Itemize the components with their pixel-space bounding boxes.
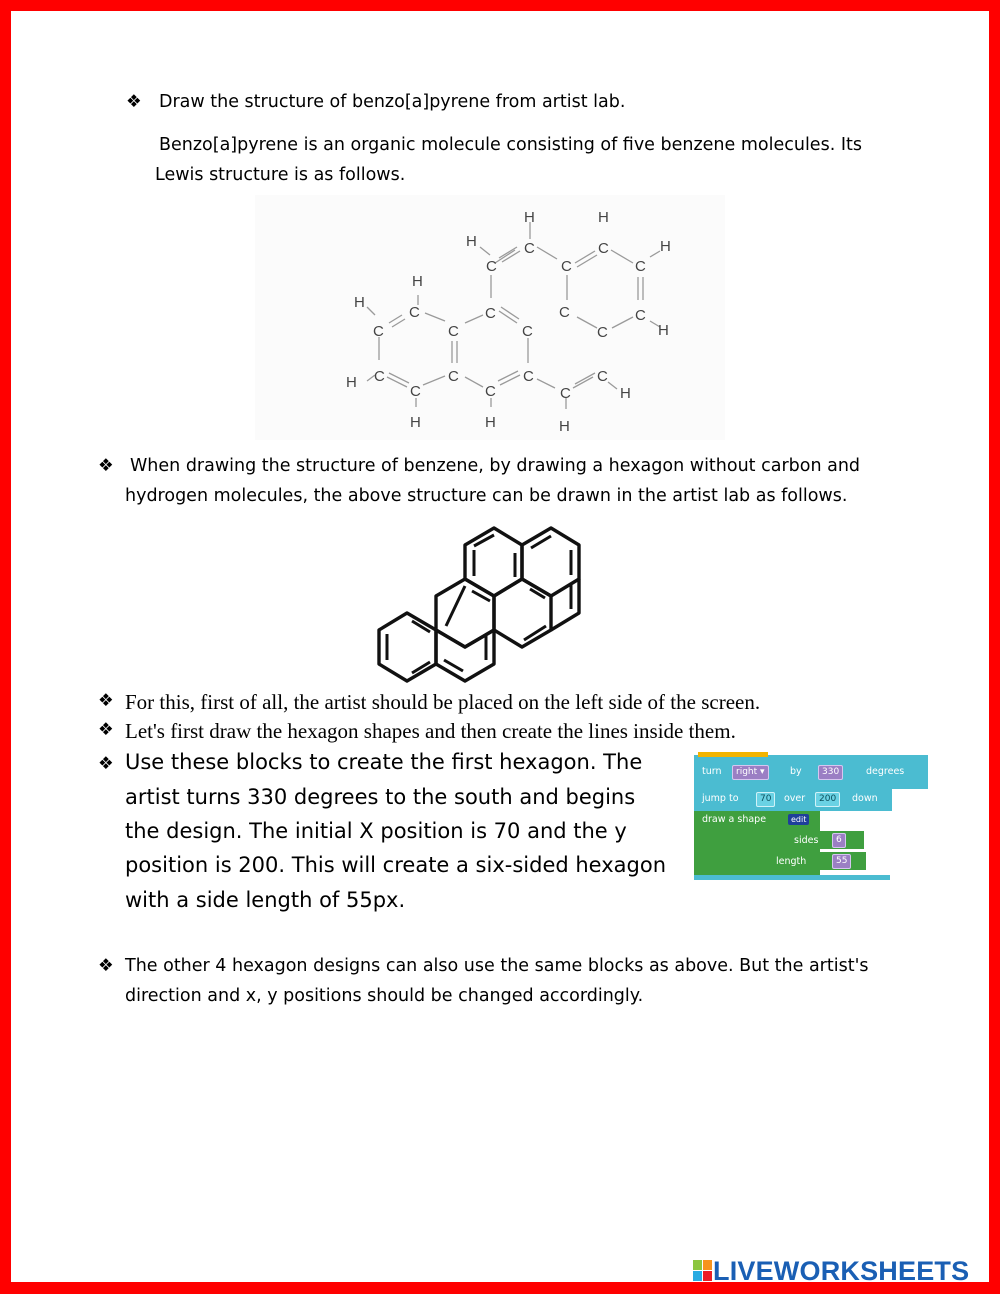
inner-double-bonds: [387, 535, 571, 673]
over-label: over: [784, 793, 806, 804]
instruction-other-hexagons-line1: The other 4 hexagon designs can also use the same blocks as above. But the artist's: [125, 956, 869, 976]
atom-c: C: [635, 307, 646, 324]
length-value: 55: [832, 854, 851, 869]
atom-h: H: [354, 294, 365, 311]
bullet-icon: ❖: [126, 92, 142, 112]
atom-c: C: [485, 383, 496, 400]
x-value: 70: [756, 792, 775, 807]
turn-block: [694, 755, 928, 789]
intro-text-line2: Lewis structure is as follows.: [155, 165, 406, 185]
atom-c: C: [561, 258, 572, 275]
atom-h: H: [559, 418, 570, 435]
block-explanation-line5: with a side length of 55px.: [125, 888, 406, 912]
atom-c: C: [448, 323, 459, 340]
angle-value: 330: [818, 765, 843, 780]
down-label: down: [852, 793, 878, 804]
atom-c: C: [522, 323, 533, 340]
edit-button: edit: [788, 814, 809, 825]
block-explanation-line2: artist turns 330 degrees to the south and begins: [125, 785, 636, 809]
atom-h: H: [660, 238, 671, 255]
instruction-hexagon-line1: When drawing the structure of benzene, by drawing a hexagon without carbon and: [130, 456, 861, 476]
atom-c: C: [523, 368, 534, 385]
length-label: length: [776, 856, 807, 867]
y-value: 200: [815, 792, 840, 807]
atom-c: C: [597, 324, 608, 341]
bullet-icon: ❖: [98, 456, 114, 476]
atom-c: C: [410, 383, 421, 400]
logo-grid-icon: [693, 1260, 713, 1282]
sides-label: sides: [794, 835, 819, 846]
draw-shape-block: [694, 811, 890, 875]
bullet-icon: ❖: [98, 691, 114, 711]
instruction-draw-hexagons-first: Let's first draw the hexagon shapes and then create the lines inside them.: [125, 719, 736, 743]
atom-c: C: [597, 368, 608, 385]
atom-c: C: [598, 240, 609, 257]
atom-h: H: [410, 414, 421, 431]
bullet-icon: ❖: [98, 956, 114, 976]
by-label: by: [790, 766, 802, 777]
atom-h: H: [658, 322, 669, 339]
atom-c: C: [448, 368, 459, 385]
intro-text-line1: Benzo[a]pyrene is an organic molecule consisting of five benzene molecules. Its: [159, 135, 862, 155]
instruction-other-hexagons-line2: direction and x, y positions should be changed accordingly.: [125, 986, 644, 1006]
hexagon-ring: [494, 579, 551, 647]
sides-value: 6: [832, 833, 846, 848]
atom-h: H: [485, 414, 496, 431]
atom-c: C: [560, 385, 571, 402]
atom-h: H: [620, 385, 631, 402]
degrees-label: degrees: [866, 766, 905, 777]
atom-h: H: [598, 209, 609, 226]
hexagon-structure-diagram: [340, 520, 640, 688]
turn-direction-dropdown: right ▾: [732, 765, 769, 780]
block-explanation-line4: position is 200. This will create a six-sided hexagon: [125, 853, 667, 877]
instruction-hexagon-line2: hydrogen molecules, the above structure can be drawn in the artist lab as follows.: [125, 486, 848, 506]
turn-label: turn: [702, 766, 722, 777]
jump-label: jump to: [702, 793, 739, 804]
jump-block: [694, 789, 892, 811]
atom-h: H: [412, 273, 423, 290]
block-explanation-line3: the design. The initial X position is 70 and the y: [125, 819, 627, 843]
block-explanation-line1: Use these blocks to create the first hexagon. The: [125, 750, 643, 774]
bullet-icon: ❖: [98, 720, 114, 740]
bullet-icon: ❖: [98, 754, 114, 774]
atom-c: C: [635, 258, 646, 275]
draw-shape-label: draw a shape: [702, 814, 767, 825]
atom-c: C: [373, 323, 384, 340]
atom-c: C: [485, 305, 496, 322]
logo-wordmark: LIVEWORKSHEETS: [713, 1256, 970, 1286]
atom-h: H: [346, 374, 357, 391]
code-blocks-screenshot: [694, 755, 928, 883]
atom-c: C: [486, 258, 497, 275]
instruction-draw-structure: Draw the structure of benzo[a]pyrene from artist lab.: [159, 92, 626, 112]
atom-c: C: [374, 368, 385, 385]
atom-c: C: [409, 304, 420, 321]
atom-h: H: [466, 233, 477, 250]
instruction-place-artist: For this, first of all, the artist should be placed on the left side of the screen.: [125, 690, 761, 714]
lewis-structure-diagram: [255, 195, 725, 440]
atom-c: C: [559, 304, 570, 321]
atom-h: H: [524, 209, 535, 226]
atom-c: C: [524, 240, 535, 257]
